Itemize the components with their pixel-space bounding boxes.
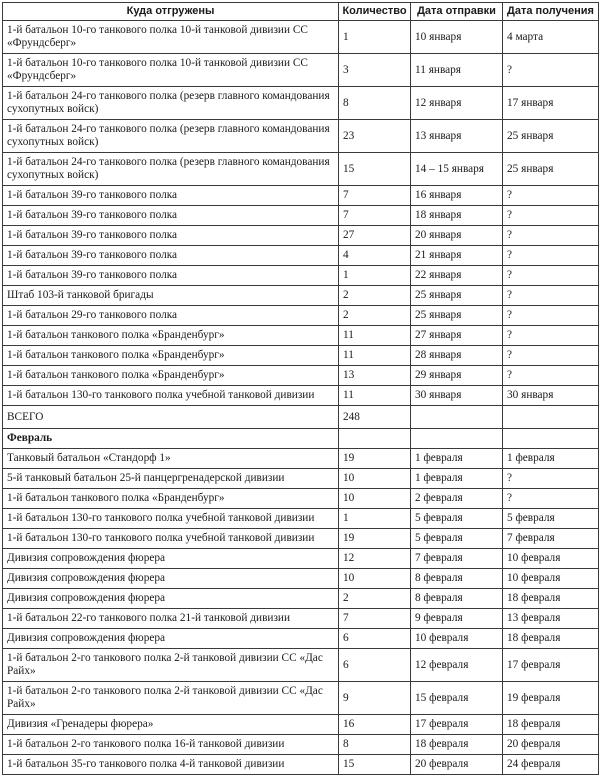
cell-quantity: 23: [339, 120, 411, 153]
cell-received: ?: [503, 226, 599, 246]
table-row: [3, 306, 599, 326]
cell-quantity: 1: [339, 266, 411, 286]
cell-quantity: 19: [339, 449, 411, 469]
cell-shipped: 8 февраля: [411, 569, 503, 589]
cell-shipped: 9 февраля: [411, 609, 503, 629]
cell-shipped: 2 февраля: [411, 489, 503, 509]
cell-destination: 1-й батальон 130-го танкового полка учебной танковой дивизии: [3, 529, 339, 549]
cell-shipped: 5 февраля: [411, 529, 503, 549]
table-row: [3, 226, 599, 246]
cell-quantity: 8: [339, 735, 411, 755]
cell-shipped: 15 февраля: [411, 682, 503, 715]
cell-destination: 1-й батальон 10-го танкового полка 10-й танковой дивизии СС «Фрундсберг»: [3, 21, 339, 54]
cell-received: ?: [503, 266, 599, 286]
cell-quantity: 2: [339, 589, 411, 609]
cell-quantity: 9: [339, 682, 411, 715]
cell-destination: 1-й батальон 10-го танкового полка 10-й танковой дивизии СС «Фрундсберг»: [3, 54, 339, 87]
cell-shipped: 5 февраля: [411, 509, 503, 529]
cell-quantity: 10: [339, 569, 411, 589]
cell-quantity: 8: [339, 87, 411, 120]
cell-shipped: 12 января: [411, 87, 503, 120]
table-row: [3, 266, 599, 286]
cell-shipped: 1 февраля: [411, 449, 503, 469]
cell-shipped: 13 января: [411, 120, 503, 153]
table-row: [3, 186, 599, 206]
table-body: [3, 21, 599, 775]
cell-shipped: 10 января: [411, 21, 503, 54]
cell-destination: 1-й батальон 39-го танкового полка: [3, 206, 339, 226]
cell-destination: 1-й батальон 39-го танкового полка: [3, 266, 339, 286]
cell-quantity: 10: [339, 489, 411, 509]
cell-shipped: 27 января: [411, 326, 503, 346]
cell-shipped: 8 февраля: [411, 589, 503, 609]
cell-quantity: 2: [339, 286, 411, 306]
cell-destination: Дивизия сопровождения фюрера: [3, 629, 339, 649]
cell-received: ?: [503, 186, 599, 206]
cell-shipped: 11 января: [411, 54, 503, 87]
cell-quantity: 7: [339, 609, 411, 629]
cell-shipped: 25 января: [411, 306, 503, 326]
cell-received: 10 февраля: [503, 569, 599, 589]
table-row: [3, 529, 599, 549]
cell-received: ?: [503, 469, 599, 489]
cell-received: 13 февраля: [503, 609, 599, 629]
table-row: [3, 549, 599, 569]
cell-destination: 1-й батальон танкового полка «Бранденбург»: [3, 489, 339, 509]
cell-received: ?: [503, 326, 599, 346]
table-row: [3, 715, 599, 735]
cell-destination: Дивизия «Гренадеры фюрера»: [3, 715, 339, 735]
cell-shipped: 12 февраля: [411, 649, 503, 682]
cell-destination: Штаб 103-й танковой бригады: [3, 286, 339, 306]
shipments-table: [2, 2, 599, 775]
cell-quantity: 27: [339, 226, 411, 246]
cell-destination: 1-й батальон танкового полка «Бранденбург»: [3, 346, 339, 366]
cell-quantity: 2: [339, 306, 411, 326]
cell-shipped: 21 января: [411, 246, 503, 266]
cell-received: 20 февраля: [503, 735, 599, 755]
cell-shipped: 10 февраля: [411, 629, 503, 649]
cell-received: ?: [503, 366, 599, 386]
header-destination: Куда отгружены: [3, 3, 339, 21]
cell-quantity: 13: [339, 366, 411, 386]
cell-received: ?: [503, 286, 599, 306]
cell-destination: ВСЕГО: [3, 406, 339, 429]
cell-received: 25 января: [503, 120, 599, 153]
table-row: [3, 206, 599, 226]
cell-quantity: 16: [339, 715, 411, 735]
cell-shipped: [411, 406, 503, 429]
cell-destination: 1-й батальон 130-го танкового полка учебной танковой дивизии: [3, 386, 339, 406]
cell-destination: 1-й батальон 35-го танкового полка 4-й танковой дивизии: [3, 755, 339, 775]
cell-destination: 1-й батальон 130-го танкового полка учебной танковой дивизии: [3, 509, 339, 529]
cell-destination: Танковый батальон «Стандорф 1»: [3, 449, 339, 469]
cell-quantity: 11: [339, 386, 411, 406]
cell-shipped: 14 – 15 января: [411, 153, 503, 186]
table-row: [3, 735, 599, 755]
cell-received: 17 февраля: [503, 649, 599, 682]
cell-shipped: 30 января: [411, 386, 503, 406]
cell-quantity: 12: [339, 549, 411, 569]
cell-destination: 1-й батальон 29-го танкового полка: [3, 306, 339, 326]
cell-quantity: 11: [339, 346, 411, 366]
cell-destination: 1-й батальон танкового полка «Бранденбург»: [3, 326, 339, 346]
cell-received: 18 февраля: [503, 629, 599, 649]
table-row: [3, 386, 599, 406]
cell-received: 10 февраля: [503, 549, 599, 569]
table-row: [3, 609, 599, 629]
cell-quantity: 15: [339, 153, 411, 186]
cell-destination: 1-й батальон 2-го танкового полка 2-й танковой дивизии СС «Дас Райх»: [3, 649, 339, 682]
cell-destination: 1-й батальон 24-го танкового полка (резерв главного командования сухопутных войск): [3, 120, 339, 153]
total-row: [3, 406, 599, 429]
cell-received: 24 февраля: [503, 755, 599, 775]
table-row: [3, 87, 599, 120]
cell-received: 18 февраля: [503, 715, 599, 735]
table-row: [3, 509, 599, 529]
cell-shipped: 1 февраля: [411, 469, 503, 489]
table-row: [3, 649, 599, 682]
table-header: [3, 3, 599, 21]
cell-destination: 1-й батальон 39-го танкового полка: [3, 186, 339, 206]
cell-destination: 1-й батальон 39-го танкового полка: [3, 226, 339, 246]
header-received: Дата получения: [503, 3, 599, 21]
table-row: [3, 449, 599, 469]
table-row: [3, 120, 599, 153]
cell-shipped: 16 января: [411, 186, 503, 206]
cell-received: 5 февраля: [503, 509, 599, 529]
cell-shipped: 18 февраля: [411, 735, 503, 755]
cell-quantity: [339, 429, 411, 449]
cell-received: 7 февраля: [503, 529, 599, 549]
table-row: [3, 286, 599, 306]
cell-shipped: 22 января: [411, 266, 503, 286]
table-row: [3, 246, 599, 266]
cell-shipped: 20 февраля: [411, 755, 503, 775]
cell-quantity: 6: [339, 629, 411, 649]
cell-shipped: 20 января: [411, 226, 503, 246]
section-row: [3, 429, 599, 449]
cell-received: ?: [503, 489, 599, 509]
cell-received: 25 января: [503, 153, 599, 186]
table-row: [3, 569, 599, 589]
cell-quantity: 19: [339, 529, 411, 549]
cell-shipped: [411, 429, 503, 449]
cell-quantity: 6: [339, 649, 411, 682]
cell-quantity: 15: [339, 755, 411, 775]
cell-shipped: 17 февраля: [411, 715, 503, 735]
table-row: [3, 755, 599, 775]
cell-quantity: 7: [339, 186, 411, 206]
cell-shipped: 28 января: [411, 346, 503, 366]
table-row: [3, 153, 599, 186]
cell-received: [503, 429, 599, 449]
cell-received: ?: [503, 346, 599, 366]
cell-destination: Дивизия сопровождения фюрера: [3, 549, 339, 569]
table-row: [3, 346, 599, 366]
cell-received: 1 февраля: [503, 449, 599, 469]
table-row: [3, 21, 599, 54]
cell-received: ?: [503, 246, 599, 266]
cell-quantity: 4: [339, 246, 411, 266]
cell-destination: 1-й батальон 2-го танкового полка 16-й танковой дивизии: [3, 735, 339, 755]
cell-received: 19 февраля: [503, 682, 599, 715]
cell-received: ?: [503, 54, 599, 87]
cell-quantity: 10: [339, 469, 411, 489]
cell-destination: Февраль: [3, 429, 339, 449]
table-row: [3, 366, 599, 386]
cell-destination: 1-й батальон 24-го танкового полка (резерв главного командования сухопутных войск): [3, 153, 339, 186]
table-row: [3, 326, 599, 346]
header-quantity: Количество: [339, 3, 411, 21]
table-row: [3, 469, 599, 489]
cell-quantity: 1: [339, 21, 411, 54]
cell-destination: 1-й батальон 22-го танкового полка 21-й танковой дивизии: [3, 609, 339, 629]
cell-shipped: 18 января: [411, 206, 503, 226]
cell-quantity: 3: [339, 54, 411, 87]
cell-destination: 5-й танковый батальон 25-й панцергренадерской дивизии: [3, 469, 339, 489]
cell-destination: 1-й батальон 24-го танкового полка (резерв главного командования сухопутных войск): [3, 87, 339, 120]
cell-quantity: 248: [339, 406, 411, 429]
cell-received: 17 января: [503, 87, 599, 120]
cell-received: ?: [503, 306, 599, 326]
cell-destination: 1-й батальон танкового полка «Бранденбург»: [3, 366, 339, 386]
cell-received: ?: [503, 206, 599, 226]
cell-destination: Дивизия сопровождения фюрера: [3, 569, 339, 589]
table-row: [3, 629, 599, 649]
table-row: [3, 489, 599, 509]
cell-quantity: 7: [339, 206, 411, 226]
cell-quantity: 11: [339, 326, 411, 346]
table-row: [3, 589, 599, 609]
cell-destination: Дивизия сопровождения фюрера: [3, 589, 339, 609]
cell-received: 18 февраля: [503, 589, 599, 609]
cell-received: 30 января: [503, 386, 599, 406]
cell-received: 4 марта: [503, 21, 599, 54]
cell-shipped: 29 января: [411, 366, 503, 386]
table-row: [3, 682, 599, 715]
cell-received: [503, 406, 599, 429]
cell-destination: 1-й батальон 2-го танкового полка 2-й танковой дивизии СС «Дас Райх»: [3, 682, 339, 715]
table-row: [3, 54, 599, 87]
cell-shipped: 7 февраля: [411, 549, 503, 569]
header-shipped: Дата отправки: [411, 3, 503, 21]
cell-destination: 1-й батальон 39-го танкового полка: [3, 246, 339, 266]
cell-quantity: 1: [339, 509, 411, 529]
cell-shipped: 25 января: [411, 286, 503, 306]
